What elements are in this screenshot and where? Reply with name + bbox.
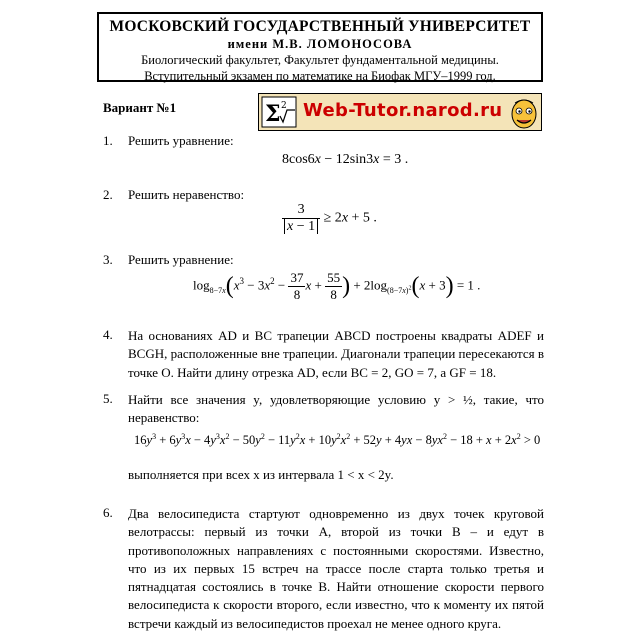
problem-1-text: Решить уравнение: (128, 133, 234, 148)
problem-2-text: Решить неравенство: (128, 187, 245, 202)
problem-4-number: 4. (103, 327, 113, 342)
svg-text:2: 2 (281, 101, 287, 111)
problem-3-formula: $\log_{8-7x}(x^3 - 3x^2$ − $\frac{37}{8}$ x + $\frac{55}{8}$ ) + $2\log_{(8-7x)^2}(x + 3) = 1$ . (193, 270, 481, 302)
problem-2-number: 2. (103, 187, 113, 202)
exam-header (97, 12, 543, 82)
university-named-after: имени М.В. ЛОМОНОСОВА (227, 37, 413, 51)
problem-5-number: 5. (103, 391, 113, 406)
faculty-line: Биологический факультет, Факультет фундаментальной медицины. (141, 53, 499, 67)
problem-5-after: выполняется при всех x из интервала 1 < x < 2y. (128, 467, 394, 482)
cartoon-face-icon (507, 95, 541, 130)
banner-text: Web-Tutor.narod.ru (303, 100, 503, 121)
exam-line: Вступительный экзамен по математике на Биофак МГУ–1999 год. (144, 69, 496, 83)
problem-5-text: Найти все значения y, удовлетворяющие условию y > ½, такие, что неравенство: (128, 392, 544, 426)
svg-text:Σ: Σ (265, 101, 281, 127)
variant-title: Вариант №1 (103, 100, 177, 115)
problem-4-text: На основаниях AD и BC трапеции ABCD построены квадраты ADEF и BCGH, расположенные вне трапеции. Диагонали трапеции пересекаются в точке O. Найти длину отрезка AD, если BC = 2, GO = 7, а GF = 18. (128, 328, 544, 380)
web-tutor-banner[interactable] (258, 93, 542, 131)
problem-2-formula: $\frac{3}{x - 1}$ ≥ 2x + 5 . (282, 202, 377, 235)
problem-1-number: 1. (103, 133, 113, 148)
problem-1-formula: 8cos6x − 12sin3x = 3 . (282, 152, 409, 167)
problem-3-number: 3. (103, 252, 113, 267)
problem-6-number: 6. (103, 505, 113, 520)
university-title: МОСКОВСКИЙ ГОСУДАРСТВЕННЫЙ УНИВЕРСИТЕТ (109, 18, 531, 35)
problem-6-text: Два велосипедиста стартуют одновременно из двух точек круговой велотрассы: первый из точки A, второй из точки B – и едут в противоположных направлениях с постоянными скоростями. Известно, что из их первых 15 встреч на трассе после старта только третья и пятнадцатая состоялись в точке B. Найти отношение скорости первого велосипедиста к скорости второго, если известно, что к моменту их пятой встречи каждый из велосипедистов проехал не менее одного круга. (128, 506, 544, 631)
problem-5-formula: $16y^3 + 6y^3x - 4y^3x^2 - 50y^2 - 11y^2x + 10y^2x^2 + 52y + 4yx - 8yx^2 - 18 + x + 2x^2 > 0$ (134, 432, 541, 448)
problem-3-text: Решить уравнение: (128, 252, 234, 267)
math-logo-icon (261, 96, 297, 128)
